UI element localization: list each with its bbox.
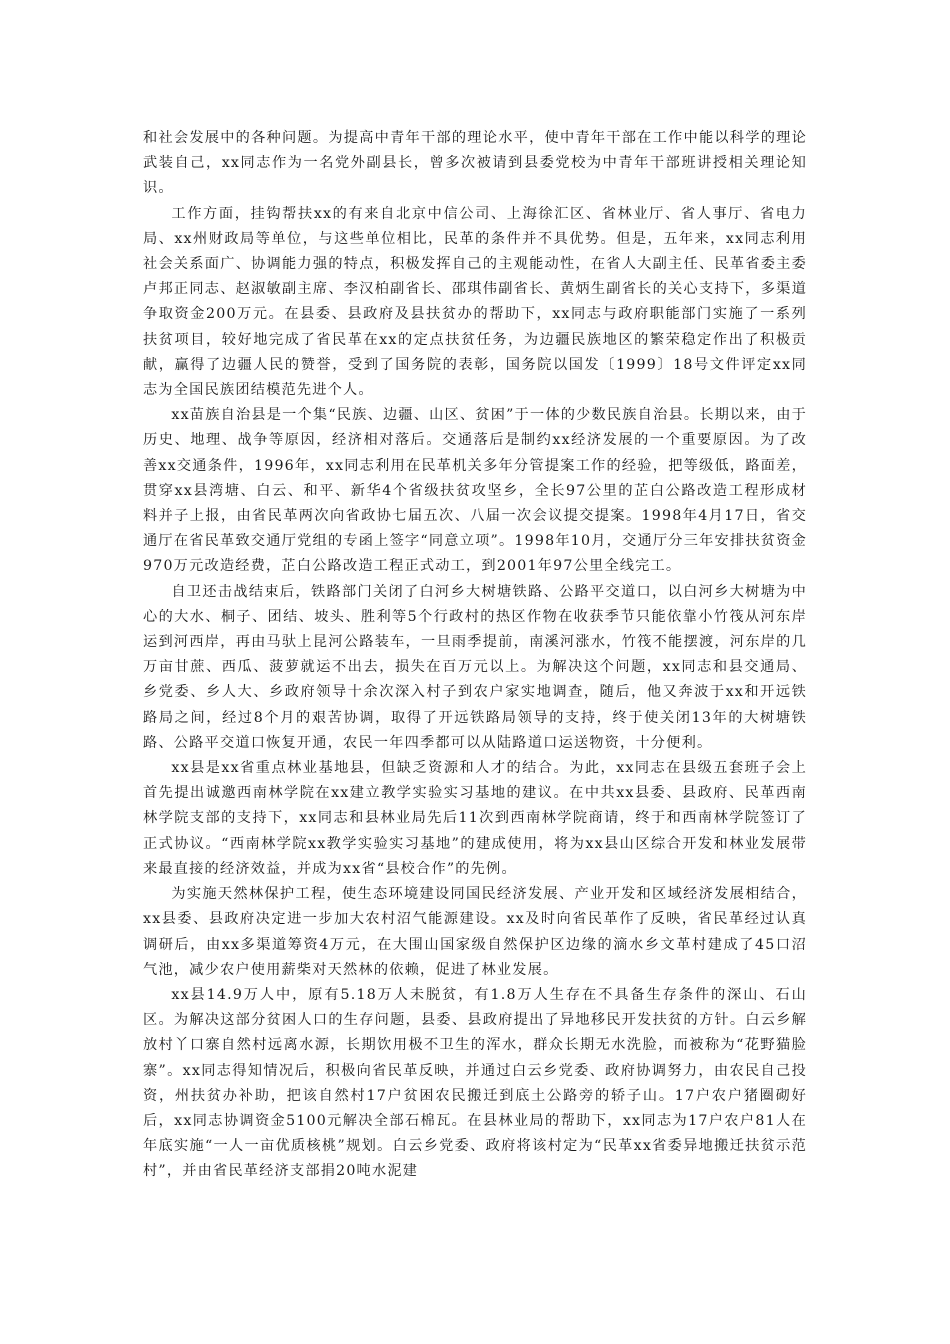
paragraph-relocation: xx县14.9万人中，原有5.18万人未脱贫，有1.8万人生存在不具备生存条件的深山、石山区。为解决这部分贫困人口的生存问题，县委、县政府提出了异地移民开发扶贫的方针。白云乡解放村丫口寨自然村远离水源，长期饮用极不卫生的浑水，群众长期无水洗脸，而被称为“花野猫脸寨”。xx同志得知情况后，积极向省民革反映，并通过白云乡党委、政府协调努力，由农民自己投资，州扶贫办补助，把该自然村17户贫困农民搬迁到底土公路旁的轿子山。17户农户猪圈砌好后，xx同志协调资金5100元解决全部石棉瓦。在县林业局的帮助下，xx同志为17户农户81人在年底实施“一人一亩优质核桃”规划。白云乡党委、政府将该村定为“民革xx省委异地搬迁扶贫示范村”，并由省民革经济支部捐20吨水泥建	[143, 986, 807, 1180]
paragraph-road-project: xx苗族自治县是一个集“民族、边疆、山区、贫困”于一体的少数民族自治县。长期以来，由于历史、地理、战争等原因，经济相对落后。交通落后是制约xx经济发展的一个重要原因。为了改善xx交通条件，1996年，xx同志利用在民革机关多年分管提案工作的经验，把等级低，路面差，贯穿xx县湾塘、白云、和平、新华4个省级扶贫攻坚乡，全长97公里的芷白公路改造工程形成材料并子上报，由省民革两次向省政协七届五次、八届一次会议提交提案。1998年4月17日，省交通厅在省民革致交通厅党组的专函上签字“同意立项”。1998年10月，交通厅分三年安排扶贫资金970万元改造经费，芷白公路改造工程正式动工，到2001年97公里全线完工。	[143, 407, 807, 575]
paragraph-forestry-base: xx县是xx省重点林业基地县，但缺乏资源和人才的结合。为此，xx同志在县级五套班子会上首先提出诚邀西南林学院在xx建立教学实验实习基地的建议。在中共xx县委、县政府、民革西南林学院支部的支持下，xx同志和县林业局先后11次到西南林学院商请，终于和西南林学院签订了正式协议。“西南林学院xx教学实验实习基地”的建成使用，将为xx县山区综合开发和林业发展带来最直接的经济效益，并成为xx省“县校合作”的先例。	[143, 760, 807, 877]
paragraph-work-assistance: 工作方面，挂钩帮扶xx的有来自北京中信公司、上海徐汇区、省林业厅、省人事厅、省电力局、xx州财政局等单位，与这些单位相比，民革的条件并不具优势。但是，五年来，xx同志利用社会关系面广、协调能力强的特点，积极发挥自己的主观能动性，在省人大副主任、民革省委主委卢邦正同志、赵淑敏副主席、李汉柏副省长、邵琪伟副省长、黄炳生副省长的关心支持下，多渠道争取资金200万元。在县委、县政府及县扶贫办的帮助下，xx同志与政府职能部门实施了一系列扶贫项目，较好地完成了省民革在xx的定点扶贫任务，为边疆民族地区的繁荣稳定作出了积极贡献，赢得了边疆人民的赞誉，受到了国务院的表彰，国务院以国发〔1999〕18号文件评定xx同志为全国民族团结模范先进个人。	[143, 205, 807, 399]
paragraph-continued: 和社会发展中的各种问题。为提高中青年干部的理论水平，使中青年干部在工作中能以科学的理论武装自己，xx同志作为一名党外副县长，曾多次被请到县委党校为中青年干部班讲授相关理论知识。	[143, 130, 807, 197]
document-page	[143, 126, 807, 1185]
paragraph-railway-crossing: 自卫还击战结束后，铁路部门关闭了白河乡大树塘铁路、公路平交道口，以白河乡大树塘为中心的大水、桐子、团结、坡头、胜利等5个行政村的热区作物在收获季节只能依靠小竹筏从河东岸运到河西岸，再由马驮上昆河公路装车，一旦雨季提前，南溪河涨水，竹筏不能摆渡，河东岸的几万亩甘蔗、西瓜、菠萝就运不出去，损失在百万元以上。为解决这个问题，xx同志和县交通局、乡党委、乡人大、乡政府领导十余次深入村子到农户家实地调查，随后，他又奔波于xx和开远铁路局之间，经过8个月的艰苦协调，取得了开远铁路局领导的支持，终于使关闭13年的大树塘铁路、公路平交道口恢复开通，农民一年四季都可以从陆路道口运送物资，十分便利。	[143, 583, 807, 751]
paragraph-biogas: 为实施天然林保护工程，使生态环境建设同国民经济发展、产业开发和区域经济发展相结合，xx县委、县政府决定进一步加大农村沼气能源建设。xx及时向省民革作了反映，省民革经过认真调研后，由xx多渠道筹资4万元，在大围山国家级自然保护区边缘的滴水乡文革村建成了45口沼气池，减少农户使用薪柴对天然林的依赖，促进了林业发展。	[143, 886, 807, 978]
